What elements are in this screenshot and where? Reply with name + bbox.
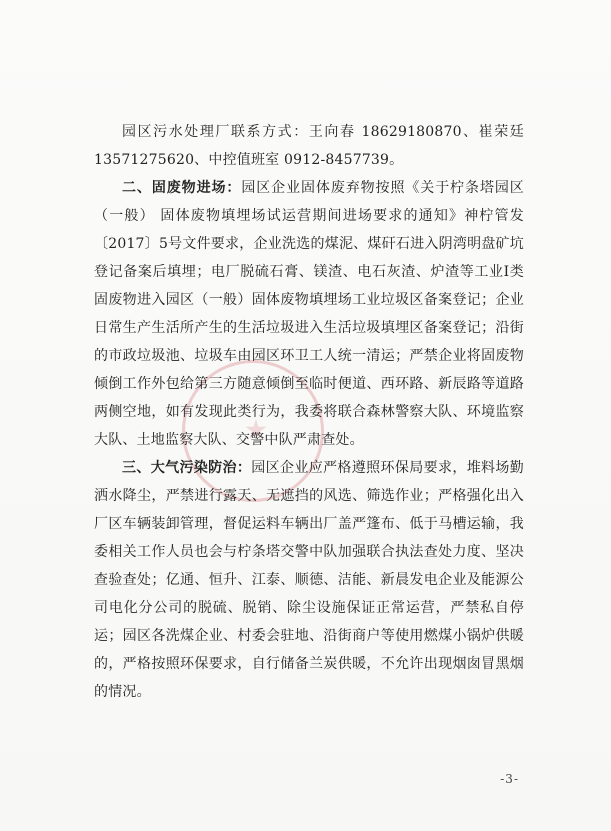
paragraph-solid-waste — [94, 174, 524, 454]
page-number: -3- — [500, 772, 519, 786]
paragraph-solid-waste-text: 园区企业固体废弃物按照《关于柠条塔园区（一般） 固体废物填埋场试运营期间进场要求的通知》神柠管发〔2017〕5号文件要求，企业洗选的煤泥、煤矸石进入阴湾明盘矿坑登记备案后填埋；电厂脱硫石膏、镁渣、电石灰渣、炉渣等工业Ⅰ类固废物进入园区（一般）固体废物填埋场工业垃圾区备案登记；企业日常生产生活所产生的生活垃圾进入生活垃圾填埋区备案登记；沿街的市政垃圾池、垃圾车由园区环卫工人统一清运；严禁企业将固废物倾倒工作外包给第三方随意倾倒至临时便道、西环路、新辰路等道路两侧空地，如有发现此类行为，我委将联合森林警察大队、环境监察大队、土地监察大队、交警中队严肃查处。 — [94, 180, 524, 448]
section-title-air-pollution: 三、大气污染防治： — [122, 460, 252, 476]
section-title-solid-waste: 二、固废物进场： — [122, 180, 242, 196]
paragraph-air-pollution — [94, 454, 524, 706]
document-body — [94, 118, 524, 706]
paragraph-contact-text: 园区污水处理厂联系方式：王向春 18629180870、崔荣廷 13571275620、中控值班室 0912-8457739。 — [94, 124, 524, 168]
paragraph-air-pollution-text: 园区企业应严格遵照环保局要求，堆料场勤洒水降尘，严禁进行露天、无遮挡的风选、筛选作业；严格强化出入厂区车辆装卸管理，督促运料车辆出厂盖严篷布、低于马槽运输，我委相关工作人员也会与柠条塔交警中队加强联合执法查处力度、坚决查验查处；亿通、恒升、江泰、顺德、洁能、新晨发电企业及能源公司电化分公司的脱硫、脱销、除尘设施保证正常运营，严禁私自停运；园区各洗煤企业、村委会驻地、沿街商户等使用燃煤小锅炉供暖的，严格按照环保要求，自行储备兰炭供暖，不允许出现烟囱冒黑烟的情况。 — [94, 460, 524, 700]
paragraph-contact — [94, 118, 524, 174]
